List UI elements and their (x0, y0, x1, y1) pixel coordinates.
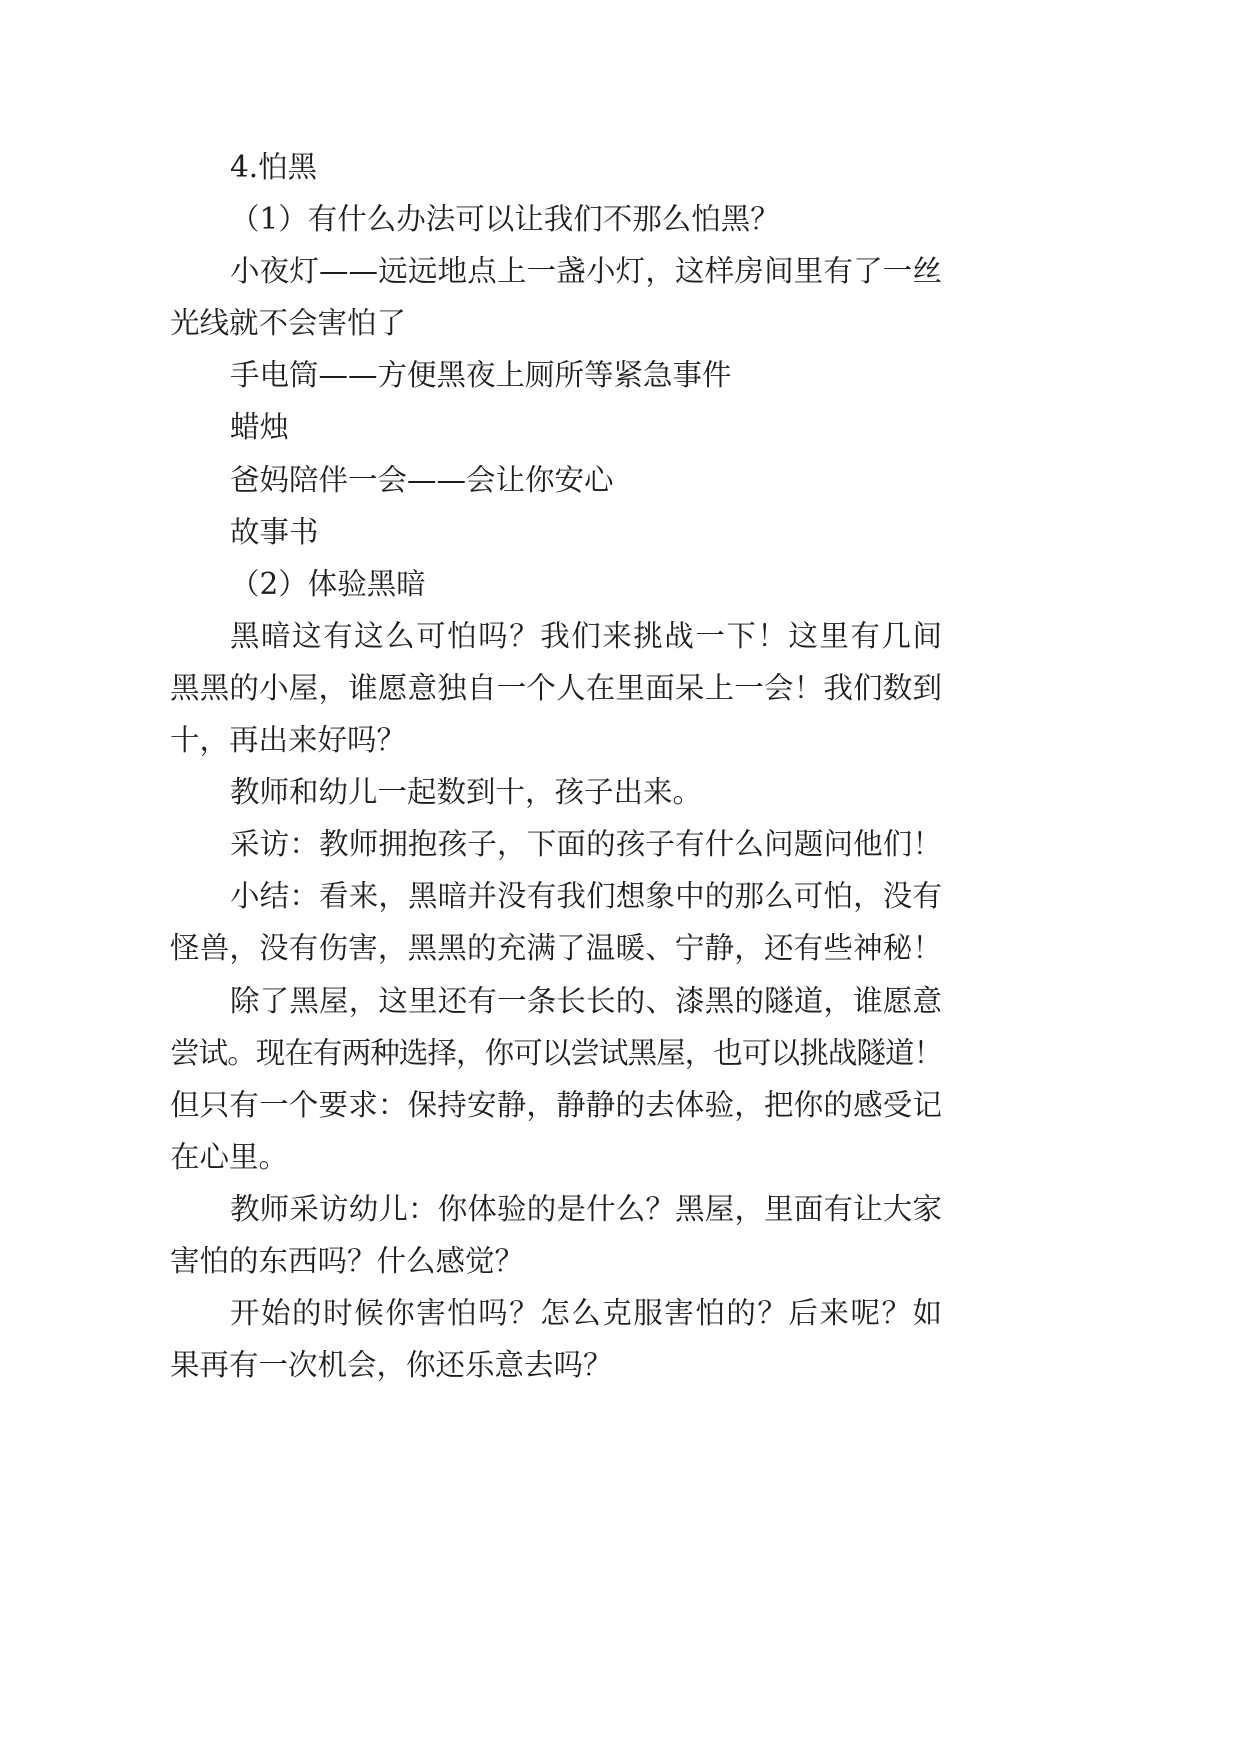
summary-paragraph (170, 870, 942, 974)
tunnel-paragraph (170, 975, 942, 1183)
paragraph-line: 但只有一个要求：保持安静，静静的去体验，把你的感受记 (170, 1087, 942, 1122)
paragraph-line: 害怕的东西吗？什么感觉？ (170, 1243, 525, 1278)
subsection-heading (170, 558, 942, 610)
paragraph-line: 除了黑屋，这里还有一条长长的、漆黑的隧道，谁愿意 (230, 983, 942, 1018)
paragraph-line: 开始的时候你害怕吗？怎么克服害怕的？后来呢？如 (230, 1296, 942, 1331)
parents-paragraph (170, 454, 942, 506)
subsection-line: （2）体验黑暗 (230, 566, 426, 601)
paragraph-line: 光线就不会害怕了 (170, 306, 407, 341)
paragraph-line: 果再有一次机会，你还乐意去吗？ (170, 1348, 613, 1383)
teacher-interview-paragraph (170, 1183, 942, 1287)
interview-paragraph (170, 818, 942, 870)
paragraph-line: 故事书 (230, 514, 319, 549)
paragraph-line: 尝试。现在有两种选择，你可以尝试黑屋，也可以挑战隧道！ (170, 1035, 942, 1070)
document-page (170, 141, 942, 1391)
paragraph-line: 黑暗这有这么可怕吗？我们来挑战一下！这里有几间 (230, 618, 942, 653)
storybook-paragraph (170, 506, 942, 558)
flashlight-paragraph (170, 349, 942, 401)
question-line: （1）有什么办法可以让我们不那么怕黑？ (230, 202, 780, 237)
paragraph-line: 教师采访幼儿：你体验的是什么？黑屋，里面有让大家 (230, 1191, 942, 1226)
paragraph-line: 怪兽，没有伤害，黑黑的充满了温暖、宁静，还有些神秘！ (170, 931, 942, 966)
paragraph-line: 爸妈陪伴一会——会让你安心 (230, 462, 614, 497)
paragraph-line: 小结：看来，黑暗并没有我们想象中的那么可怕，没有 (230, 879, 942, 914)
paragraph-line: 蜡烛 (230, 410, 290, 445)
night-light-paragraph (170, 245, 942, 349)
paragraph-line: 采访：教师拥抱孩子，下面的孩子有什么问题问他们！ (230, 827, 942, 862)
heading-line: 4.怕黑 (230, 150, 318, 184)
paragraph-line: 黑黑的小屋，谁愿意独自一个人在里面呆上一会！我们数到 (170, 670, 942, 705)
candle-paragraph (170, 401, 942, 453)
paragraph-line: 在心里。 (170, 1139, 289, 1174)
paragraph-line: 十，再出来好吗？ (170, 723, 407, 758)
paragraph-line: 教师和幼儿一起数到十，孩子出来。 (230, 775, 703, 810)
reflection-paragraph (170, 1287, 942, 1391)
paragraph-line: 手电筒——方便黑夜上厕所等紧急事件 (230, 358, 732, 393)
question-paragraph (170, 193, 942, 245)
challenge-paragraph (170, 610, 942, 766)
section-heading (170, 141, 942, 193)
paragraph-line: 小夜灯——远远地点上一盏小灯，这样房间里有了一丝 (230, 254, 942, 289)
counting-paragraph (170, 766, 942, 818)
